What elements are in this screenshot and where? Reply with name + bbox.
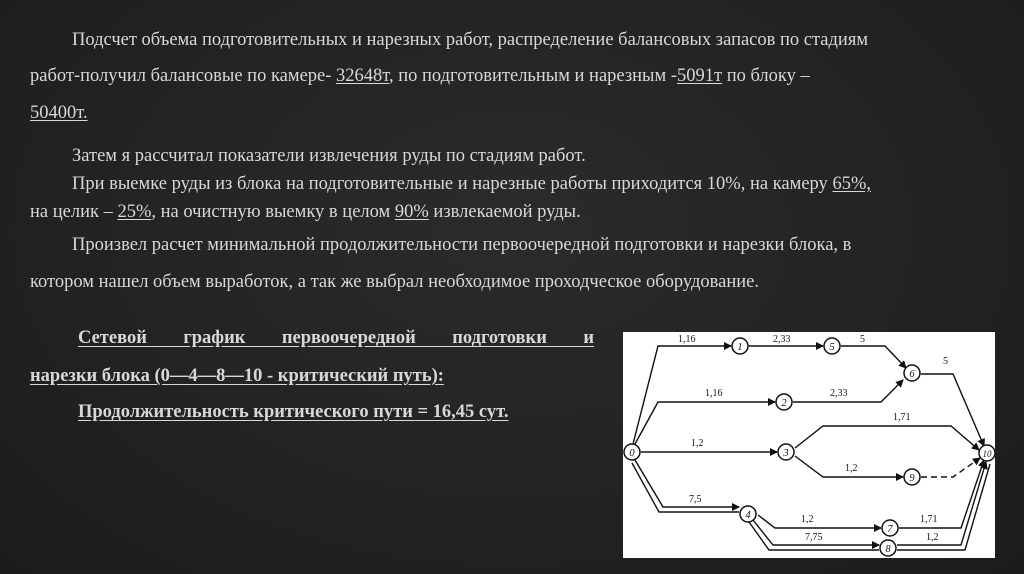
label-1-5: 2,33 xyxy=(773,334,791,345)
p3-text-e2: извлекаемой руды. xyxy=(428,202,581,222)
network-caption-2 xyxy=(30,366,594,387)
label-4-7: 1,2 xyxy=(801,514,814,525)
node-2-label: 2 xyxy=(781,398,787,409)
paragraph-rates-cont xyxy=(30,198,998,227)
label-2-6: 2,33 xyxy=(830,388,848,399)
edge-3-10 xyxy=(795,426,979,450)
edge-6-10 xyxy=(921,374,984,446)
network-diagram xyxy=(623,332,995,558)
paragraph-extraction xyxy=(30,142,1024,171)
label-0-3: 1,2 xyxy=(691,438,704,449)
caption-line-2: нарезки блока (0—4—8—10 - критический путь): xyxy=(30,366,444,386)
prep-reserve-value: 5091т xyxy=(676,66,723,86)
p1-line-2 xyxy=(30,62,998,91)
chamber-percent: 65%, xyxy=(832,174,871,194)
label-3-10: 1,71 xyxy=(893,412,911,423)
p3-line-1 xyxy=(72,170,1024,199)
node-6-label: 6 xyxy=(909,369,915,380)
paragraph-volume xyxy=(30,26,1024,55)
p3-line-2 xyxy=(30,198,998,227)
node-9-label: 9 xyxy=(909,473,915,484)
label-3-9: 1,2 xyxy=(845,463,858,474)
p3-text-a2: на целик – xyxy=(30,202,118,222)
p4-line-2: котором нашел объем выработок, а так же выбрал необходимое проходческое оборудование. xyxy=(30,272,759,292)
edge-0-4 xyxy=(635,460,739,507)
block-reserve-value: 50400т. xyxy=(30,103,88,123)
p2-line: Затем я рассчитал показатели извлечения руды по стадиям работ. xyxy=(72,146,586,166)
p3-text-a: При выемке руды из блока на подготовительные и нарезные работы приходится 10%, на камеру xyxy=(72,174,833,194)
label-5-6: 5 xyxy=(860,334,865,345)
edge-2-6 xyxy=(793,380,903,402)
node-8-label: 8 xyxy=(885,544,891,555)
node-4-label: 4 xyxy=(745,510,751,521)
paragraph-calculation xyxy=(30,231,1024,260)
label-0-4: 7,5 xyxy=(689,494,702,505)
node-0-label: 0 xyxy=(629,448,635,459)
node-5-label: 5 xyxy=(829,342,835,353)
label-0-2: 1,16 xyxy=(705,388,723,399)
label-6-10: 5 xyxy=(943,356,948,367)
p1-text-c: , по подготовительным и нарезным - xyxy=(388,66,677,86)
caption-line-1: Сетевой график первоочередной подготовки и xyxy=(78,328,594,348)
total-percent: 90% xyxy=(394,202,429,222)
paragraph-volume-end xyxy=(30,99,998,128)
label-7-10: 1,71 xyxy=(920,514,938,525)
critical-path-duration xyxy=(78,402,642,423)
p1-line-1: Подсчет объема подготовительных и нарезных работ, распределение балансовых запасов по стадиям xyxy=(72,30,869,50)
paragraph-rates xyxy=(30,170,1024,199)
chamber-reserve-value: 32648т xyxy=(336,66,389,86)
network-graph xyxy=(623,332,995,558)
node-1-label: 1 xyxy=(737,342,743,353)
label-8-10: 1,2 xyxy=(926,532,939,543)
label-4-8: 7,75 xyxy=(805,532,823,543)
node-10-label: 10 xyxy=(982,449,992,459)
p3-text-c2: , на очистную выемку в целом xyxy=(151,202,395,222)
edge-9-10 xyxy=(921,458,980,477)
label-0-1: 1,16 xyxy=(678,334,696,345)
edge-5-6 xyxy=(841,346,906,368)
p1-text-e: по блоку – xyxy=(722,66,810,86)
pillar-percent: 25% xyxy=(117,202,152,222)
p1-text-a: работ-получил балансовые по камере- xyxy=(30,66,337,86)
p4-line-1: Произвел расчет минимальной продолжительности первоочередной подготовки и нарезки блока, в xyxy=(72,235,852,255)
paragraph-calculation-cont xyxy=(30,268,998,297)
node-3-label: 3 xyxy=(783,448,789,459)
edge-4-7 xyxy=(758,515,881,528)
node-7-label: 7 xyxy=(887,524,893,535)
edge-0-2 xyxy=(635,402,775,444)
network-caption xyxy=(30,328,594,349)
paragraph-volume-cont xyxy=(30,62,998,91)
caption-line-3: Продолжительность критического пути = 16,45 сут. xyxy=(78,402,509,422)
